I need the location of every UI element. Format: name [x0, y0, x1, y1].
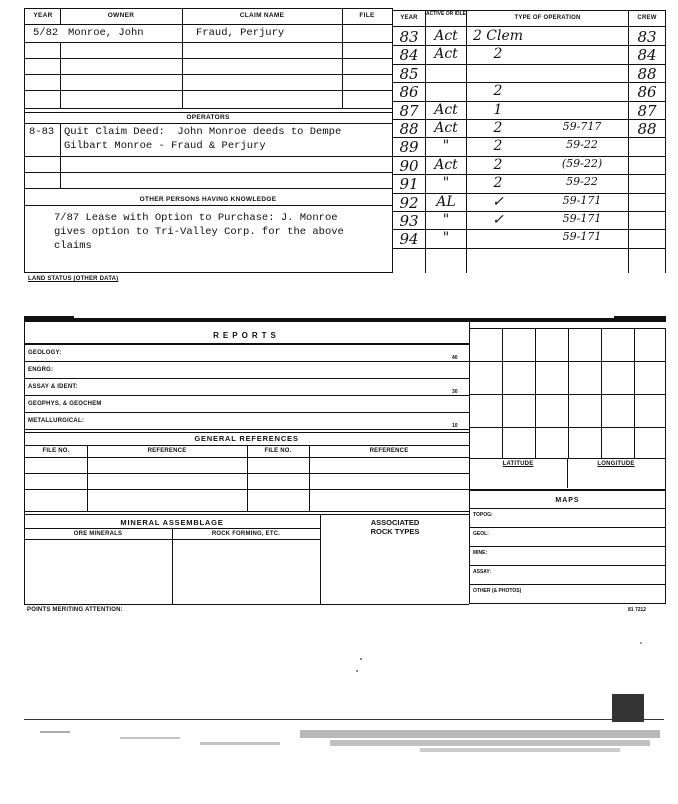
op-cell-year: 89 — [399, 138, 419, 156]
op-cell-type: ✓ — [492, 194, 504, 210]
op-header-active: ACTIVE OR IDLE — [426, 11, 467, 17]
rock-types-label: ROCK TYPES — [370, 527, 420, 536]
associated-label: ASSOCIATED — [370, 518, 420, 527]
col-header-year: YEAR — [33, 12, 53, 19]
op-cell-year: 85 — [399, 65, 419, 83]
points-meriting-attention-label: POINTS MERITING ATTENTION: — [27, 607, 123, 613]
op-cell-year: 90 — [399, 157, 419, 175]
op-cell-year: 84 — [399, 46, 419, 64]
general-references-title: GENERAL REFERENCES — [194, 434, 299, 443]
maps-title: MAPS — [555, 497, 580, 504]
operators-title: OPERATORS — [186, 114, 230, 121]
form-number: 81 7212 — [628, 607, 647, 613]
report-label: GEOLOGY: — [28, 350, 62, 356]
col-header-claim-name: CLAIM NAME — [239, 12, 285, 19]
report-line-number: 30 — [452, 389, 458, 395]
gr-col-reference-1: REFERENCE — [147, 448, 187, 454]
op-cell-crew: 88 — [637, 65, 657, 83]
op-cell-crew: 88 — [637, 120, 657, 138]
op-cell-crew: 87 — [637, 102, 657, 120]
op-cell-active: Act — [434, 157, 458, 173]
op-cell-type: 2 — [493, 175, 503, 191]
map-item-label: OTHER (& PHOTOS) — [473, 588, 522, 594]
op-cell-active: " — [442, 212, 450, 228]
col-header-owner: OWNER — [107, 12, 135, 19]
op-cell-year: 88 — [399, 120, 419, 138]
map-item-label: GEOL: — [473, 531, 489, 537]
land-status-label: LAND STATUS (OTHER DATA) — [28, 276, 119, 282]
op-cell-active: " — [442, 230, 450, 246]
owner-name: Monroe, John — [68, 27, 144, 39]
other-persons-line-3: claims — [54, 240, 92, 252]
reports-title: REPORTS — [213, 331, 280, 340]
report-label: ENGRG: — [28, 367, 54, 373]
report-label: GEOPHYS. & GEOCHEM — [28, 401, 102, 407]
claim-name-value: Fraud, Perjury — [196, 27, 285, 39]
op-cell-year: 91 — [399, 175, 419, 193]
op-cell-ref: 59-171 — [562, 194, 602, 207]
map-item-label: TOPOG: — [473, 512, 493, 518]
op-cell-year: 94 — [399, 230, 419, 248]
report-line-number: 40 — [452, 355, 458, 361]
op-cell-crew: 86 — [637, 83, 657, 101]
gr-col-file-no-1: FILE NO. — [42, 448, 70, 454]
op-header-type: TYPE OF OPERATION — [514, 15, 581, 21]
op-cell-type: 2 — [493, 138, 503, 154]
op-cell-active: " — [442, 138, 450, 154]
op-cell-type: 2 — [493, 157, 503, 173]
gr-col-reference-2: REFERENCE — [369, 448, 409, 454]
op-cell-ref: (59-22) — [561, 157, 603, 170]
longitude-label: LONGITUDE — [597, 461, 635, 467]
op-cell-ref: 59-171 — [562, 212, 602, 225]
rock-forming-label: ROCK FORMING, ETC. — [211, 531, 281, 537]
owner-year: 5/82 — [33, 27, 59, 39]
op-cell-type: 2 Clem — [472, 28, 524, 44]
op-cell-active: Act — [434, 28, 458, 44]
op-cell-crew: 84 — [637, 46, 657, 64]
other-persons-title: OTHER PERSONS HAVING KNOWLEDGE — [139, 196, 277, 203]
operators-line-2: Gilbart Monroe - Fraud & Perjury — [64, 140, 266, 152]
op-cell-type: 2 — [493, 83, 503, 99]
other-persons-line-1: 7/87 Lease with Option to Purchase: J. Monroe — [54, 212, 338, 224]
op-cell-type: 2 — [493, 46, 503, 62]
op-cell-ref: 59-22 — [566, 175, 598, 188]
op-cell-active: Act — [434, 46, 458, 62]
op-cell-year: 87 — [399, 102, 419, 120]
gr-col-file-no-2: FILE NO. — [264, 448, 292, 454]
op-cell-year: 93 — [399, 212, 419, 230]
report-label: METALLURGICAL: — [28, 418, 85, 424]
latitude-label: LATITUDE — [502, 461, 534, 467]
op-cell-year: 86 — [399, 83, 419, 101]
mineral-assemblage-title: MINERAL ASSEMBLAGE — [120, 518, 224, 527]
op-header-crew: CREW — [637, 15, 657, 21]
op-cell-active: Act — [434, 120, 458, 136]
op-cell-active: AL — [436, 194, 456, 210]
col-header-file: FILE — [359, 12, 375, 19]
op-cell-type: 2 — [493, 120, 503, 136]
op-cell-ref: 59-717 — [562, 120, 602, 133]
ore-minerals-label: ORE MINERALS — [73, 531, 123, 537]
report-line-number: 10 — [452, 423, 458, 429]
op-cell-active: " — [442, 175, 450, 191]
other-persons-line-2: gives option to Tri-Valley Corp. for the above — [54, 226, 344, 238]
map-item-label: MINE: — [473, 550, 488, 556]
op-cell-type: 1 — [493, 102, 503, 118]
op-header-year: YEAR — [400, 15, 418, 21]
op-cell-crew: 83 — [637, 28, 657, 46]
op-cell-ref: 59-22 — [566, 138, 598, 151]
op-cell-ref: 59-171 — [562, 230, 602, 243]
op-cell-year: 83 — [399, 28, 419, 46]
operators-date: 8-83 — [29, 126, 55, 138]
report-label: ASSAY & IDENT: — [28, 384, 78, 390]
map-item-label: ASSAY: — [473, 569, 492, 575]
op-cell-type: ✓ — [492, 212, 504, 228]
op-cell-active: Act — [434, 102, 458, 118]
op-cell-year: 92 — [399, 194, 419, 212]
operators-line-1: Quit Claim Deed: John Monroe deeds to Dempe — [64, 126, 342, 138]
